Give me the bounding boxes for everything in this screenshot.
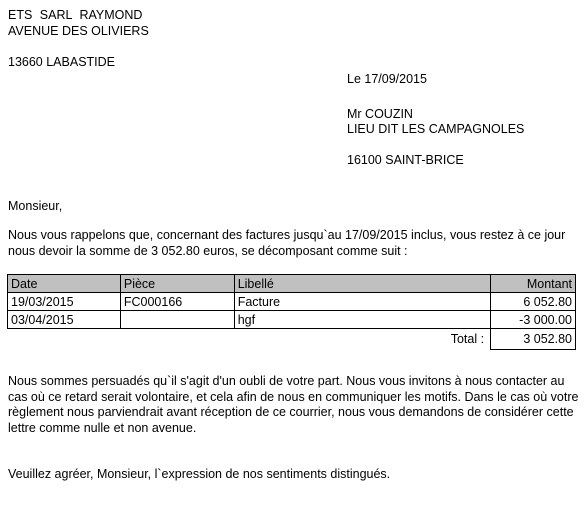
cell-piece [120, 311, 234, 329]
header-date: Date [8, 275, 121, 293]
letter-date: Le 17/09/2015 [347, 72, 427, 86]
cell-date: 19/03/2015 [8, 293, 121, 311]
total-row [8, 329, 576, 350]
table-row [8, 293, 576, 311]
salutation: Monsieur, [8, 199, 63, 213]
sender-street: AVENUE DES OLIVIERS [8, 24, 149, 38]
header-montant: Montant [491, 275, 576, 293]
total-label: Total : [450, 332, 485, 347]
cell-montant: 6 052.80 [491, 293, 576, 311]
recipient-city: 16100 SAINT-BRICE [347, 153, 464, 167]
total-value: 3 052.80 [491, 329, 576, 350]
intro-paragraph: Nous vous rappelons que, concernant des factures jusqu`au 17/09/2015 inclus, vous restez à ce jour nous devoir la somme de 3 052.80 euros, se décomposant comme suit : [8, 228, 566, 258]
closing-line: Veuillez agréer, Monsieur, l`expression de nos sentiments distingués. [8, 467, 391, 481]
cell-libelle: hgf [234, 311, 490, 329]
cell-montant: -3 000.00 [491, 311, 576, 329]
invoice-table [7, 274, 576, 350]
sender-name: ETS SARL RAYMOND [8, 8, 143, 22]
cell-date: 03/04/2015 [8, 311, 121, 329]
header-piece: Pièce [120, 275, 234, 293]
body-paragraph: Nous sommes persuadés qu`il s'agit d'un oubli de votre part. Nous vous invitons à nous contacter au cas où ce retard serait volontaire, et cela afin de nous en communiquer les motifs. Dans le cas où votre règlement nous parviendrait avant réception de ce courrier, nous vous demandons de considérer cette lettre comme nulle et non avenue. [8, 374, 579, 435]
table-header-row [8, 275, 576, 293]
cell-piece: FC000166 [120, 293, 234, 311]
cell-libelle: Facture [234, 293, 490, 311]
recipient-street: LIEU DIT LES CAMPAGNOLES [347, 122, 525, 136]
header-libelle: Libellé [234, 275, 490, 293]
recipient-name: Mr COUZIN [347, 107, 413, 121]
table-row [8, 311, 576, 329]
sender-city: 13660 LABASTIDE [8, 55, 116, 69]
